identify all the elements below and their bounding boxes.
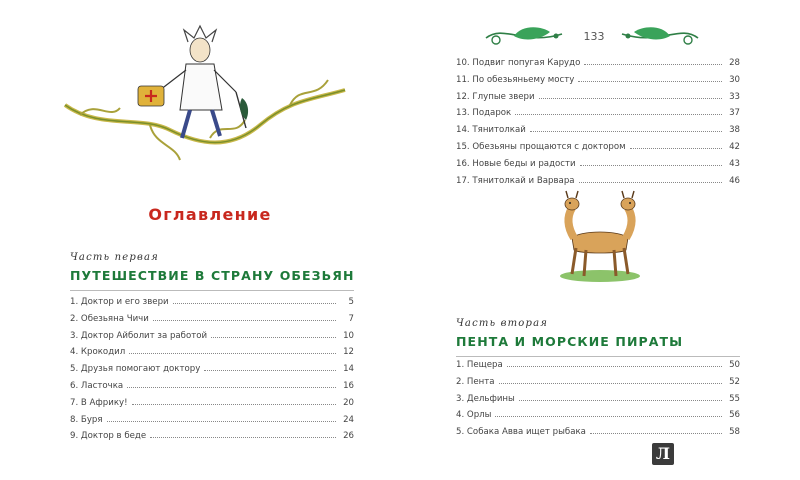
toc-list-part-one-continued: [456, 58, 740, 192]
toc-entry[interactable]: 1. Пещера 50: [456, 360, 740, 370]
part-one-label: Часть первая: [70, 252, 159, 263]
toc-entry[interactable]: 8. Буря 24: [70, 414, 354, 425]
toc-entry[interactable]: 17. Тянитолкай и Варвара 46: [456, 175, 740, 186]
divider-line: [70, 290, 354, 291]
toc-entry[interactable]: 16. Новые беды и радости 43: [456, 158, 740, 169]
leaf-ornament-icon: [484, 20, 564, 50]
toc-entry[interactable]: 5. Друзья помогают доктору 14: [70, 364, 354, 375]
divider-line: [456, 356, 740, 357]
toc-entry[interactable]: 9. Доктор в беде 26: [70, 431, 354, 442]
toc-entry[interactable]: 13. Подарок 37: [456, 108, 740, 119]
toc-entry[interactable]: 1. Доктор и его звери 5: [70, 297, 354, 307]
leaf-ornament-icon: [620, 20, 700, 50]
toc-list-part-one: [70, 297, 354, 448]
toc-entry[interactable]: 3. Доктор Айболит за работой 10: [70, 330, 354, 341]
toc-entry[interactable]: 5. Собака Авва ищет рыбака 58: [456, 427, 740, 438]
part-one-title: ПУТЕШЕСТВИЕ В СТРАНУ ОБЕЗЬЯН: [70, 268, 355, 283]
toc-list-part-two: [456, 360, 740, 444]
toc-entry[interactable]: 11. По обезьяньему мосту 30: [456, 74, 740, 85]
doctor-on-vine-illustration: [60, 20, 350, 170]
part-two-title: ПЕНТА И МОРСКИЕ ПИРАТЫ: [456, 334, 684, 349]
toc-entry[interactable]: 15. Обезьяны прощаются с доктором 42: [456, 141, 740, 152]
publisher-logo-letter: Л: [655, 444, 671, 463]
two-headed-llama-illustration: [550, 188, 650, 288]
toc-entry[interactable]: 4. Орлы 56: [456, 410, 740, 421]
toc-entry[interactable]: 7. В Африку! 20: [70, 397, 354, 408]
toc-entry[interactable]: 4. Крокодил 12: [70, 347, 354, 358]
toc-entry[interactable]: 14. Тянитолкай 38: [456, 125, 740, 136]
toc-entry[interactable]: 6. Ласточка 16: [70, 380, 354, 391]
publisher-logo-icon: [652, 443, 674, 465]
toc-entry[interactable]: 2. Обезьяна Чичи 7: [70, 313, 354, 324]
toc-entry[interactable]: 10. Подвиг попугая Карудо 28: [456, 58, 740, 68]
toc-entry[interactable]: 12. Глупые звери 33: [456, 91, 740, 102]
toc-entry[interactable]: 3. Дельфины 55: [456, 393, 740, 404]
page-number: 133: [583, 30, 605, 43]
part-two-label: Часть вторая: [456, 318, 549, 329]
toc-entry[interactable]: 2. Пента 52: [456, 376, 740, 387]
toc-title: Оглавление: [148, 205, 272, 224]
